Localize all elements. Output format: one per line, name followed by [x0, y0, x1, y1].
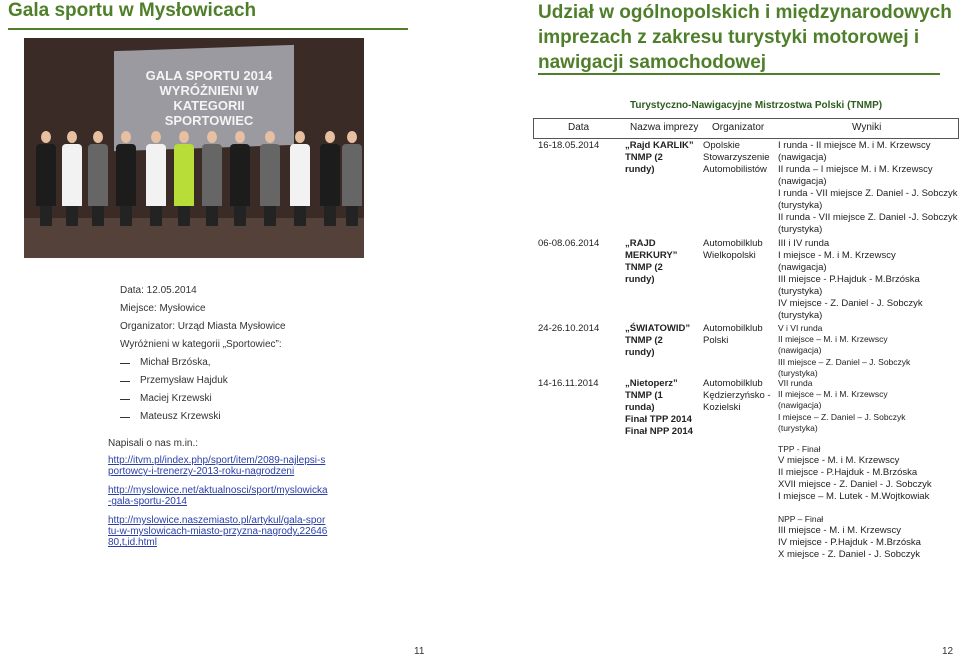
event-name-cell: „Nietoperz” TNMP (1 runda) Finał TPP 2014 Finał NPP 2014	[625, 378, 693, 437]
title-underline	[538, 73, 940, 75]
result-line: II miejsce - P.Hajduk - M.Brzóska	[778, 467, 918, 478]
person-figure	[116, 131, 136, 226]
sources-label: Napisali o nas m.in.:	[108, 438, 199, 449]
person-figure	[320, 131, 340, 226]
person-figure	[342, 131, 362, 226]
event-date-cell: 16-18.05.2014	[538, 140, 600, 151]
person-figure	[62, 131, 82, 226]
person-figure	[290, 131, 310, 226]
results-cell: III i IV runda I miejsce - M. i M. Krzewscy (nawigacja) III miejsce - P.Hajduk - M.Brzóska (turystyka) IV miejsce - Z. Daniel - J. Sobczyk (turystyka)	[778, 238, 923, 321]
left-page-title: Gala sportu w Mysłowicach	[8, 0, 257, 21]
results-cell: V i VI runda II miejsce – M. i M. Krzewscy (nawigacja) III miejsce – Z. Daniel – J. Sobczyk (turystyka)	[778, 323, 911, 378]
header-results: Wyniki	[852, 122, 882, 133]
table-header	[533, 118, 959, 139]
title-underline	[8, 28, 408, 30]
gala-photo	[24, 38, 364, 258]
list-item	[120, 408, 286, 426]
event-place: Miejsce: Mysłowice	[120, 303, 206, 314]
event-date-cell: 24-26.10.2014	[538, 323, 600, 334]
person-figure	[230, 131, 250, 226]
right-page-title: Udział w ogólnopolskich i międzynarodowych imprezach z zakresu turystyki motorowej i nawigacji samochodowej	[538, 2, 952, 73]
person-figure	[36, 131, 56, 226]
final-results	[778, 443, 932, 561]
person-figure	[260, 131, 280, 226]
event-date: Data: 12.05.2014	[120, 285, 197, 296]
press-sources	[108, 438, 328, 556]
event-organizer: Organizator: Urząd Miasta Mysłowice	[120, 321, 286, 332]
page-number-left: 11	[414, 646, 425, 657]
organizer-cell: Automobilklub Polski	[703, 323, 763, 346]
result-line: V miejsce - M. i M. Krzewscy	[778, 455, 900, 466]
header-name: Nazwa imprezy	[630, 122, 699, 133]
person-name: Maciej Krzewski	[140, 393, 212, 404]
source-link[interactable]: http://myslowice.naszemiasto.pl/artykul/gala-sportu-w-myslowicach-miasto-przyzna-nagrody,2264680,t,id.html	[108, 515, 328, 548]
banner-text: GALA SPORTU 2014 WYRÓŻNIENI W KATEGORII SPORTOWIEC	[145, 68, 273, 128]
person-name: Przemysław Hajduk	[140, 375, 228, 386]
result-line: III miejsce - M. i M. Krzewscy	[778, 525, 901, 536]
list-item	[120, 390, 286, 408]
tpp-heading: TPP - Finał	[778, 444, 821, 454]
person-name: Mateusz Krzewski	[140, 411, 221, 422]
event-name-cell: „ŚWIATOWID” TNMP (2 rundy)	[625, 323, 691, 358]
list-item	[120, 372, 286, 390]
table-caption: Turystyczno-Nawigacyjne Mistrzostwa Polski (TNMP)	[630, 100, 883, 111]
organizer-cell: Automobilklub Kędzierzyńsko - Kozielski	[703, 378, 771, 413]
organizer-cell: Opolskie Stowarzyszenie Automobilistów	[703, 140, 770, 175]
results-cell: VII runda II miejsce – M. i M. Krzewscy (nawigacja) I miejsce – Z. Daniel – J. Sobczyk (turystyka)	[778, 378, 906, 433]
page-number-right: 12	[942, 646, 954, 657]
organizer-cell: Automobilklub Wielkopolski	[703, 238, 763, 261]
result-line: IV miejsce - P.Hajduk - M.Brzóska	[778, 537, 921, 548]
person-figure	[174, 131, 194, 226]
result-line: XVII miejsce - Z. Daniel - J. Sobczyk	[778, 479, 932, 490]
header-organizer: Organizator	[712, 122, 765, 133]
result-line: X miejsce - Z. Daniel - J. Sobczyk	[778, 549, 921, 560]
event-name-cell: „Rajd KARLIK” TNMP (2 rundy)	[625, 140, 694, 175]
event-info	[120, 282, 286, 426]
source-link[interactable]: http://myslowice.net/aktualnosci/sport/myslowicka-gala-sportu-2014	[108, 485, 328, 507]
event-date-cell: 06-08.06.2014	[538, 238, 600, 249]
result-line: I miejsce – M. Lutek - M.Wojtkowiak	[778, 491, 930, 502]
event-date-cell: 14-16.11.2014	[538, 378, 599, 389]
distinguished-heading: Wyróżnieni w kategorii „Sportowiec”:	[120, 339, 282, 350]
source-link[interactable]: http://itvm.pl/index.php/sport/item/2089-najlepsi-sportowcy-i-trenerzy-2013-roku-nagrodzeni	[108, 455, 326, 477]
person-figure	[202, 131, 222, 226]
person-figure	[146, 131, 166, 226]
person-figure	[88, 131, 108, 226]
event-name-cell: „RAJD MERKURY” TNMP (2 rundy)	[625, 238, 678, 285]
person-name: Michał Brzóska,	[140, 357, 211, 368]
npp-heading: NPP – Finał	[778, 514, 824, 524]
header-date: Data	[568, 122, 590, 133]
results-cell: I runda - II miejsce M. i M. Krzewscy (nawigacja) II runda – I miejsce M. i M. Krzewscy (nawigacja) I runda - VII miejsce Z. Daniel - J. Sobczyk (turystyka) II runda - VII miejsce Z. Daniel -J. Sobczyk (turystyka)	[778, 140, 958, 235]
list-item	[120, 354, 286, 372]
